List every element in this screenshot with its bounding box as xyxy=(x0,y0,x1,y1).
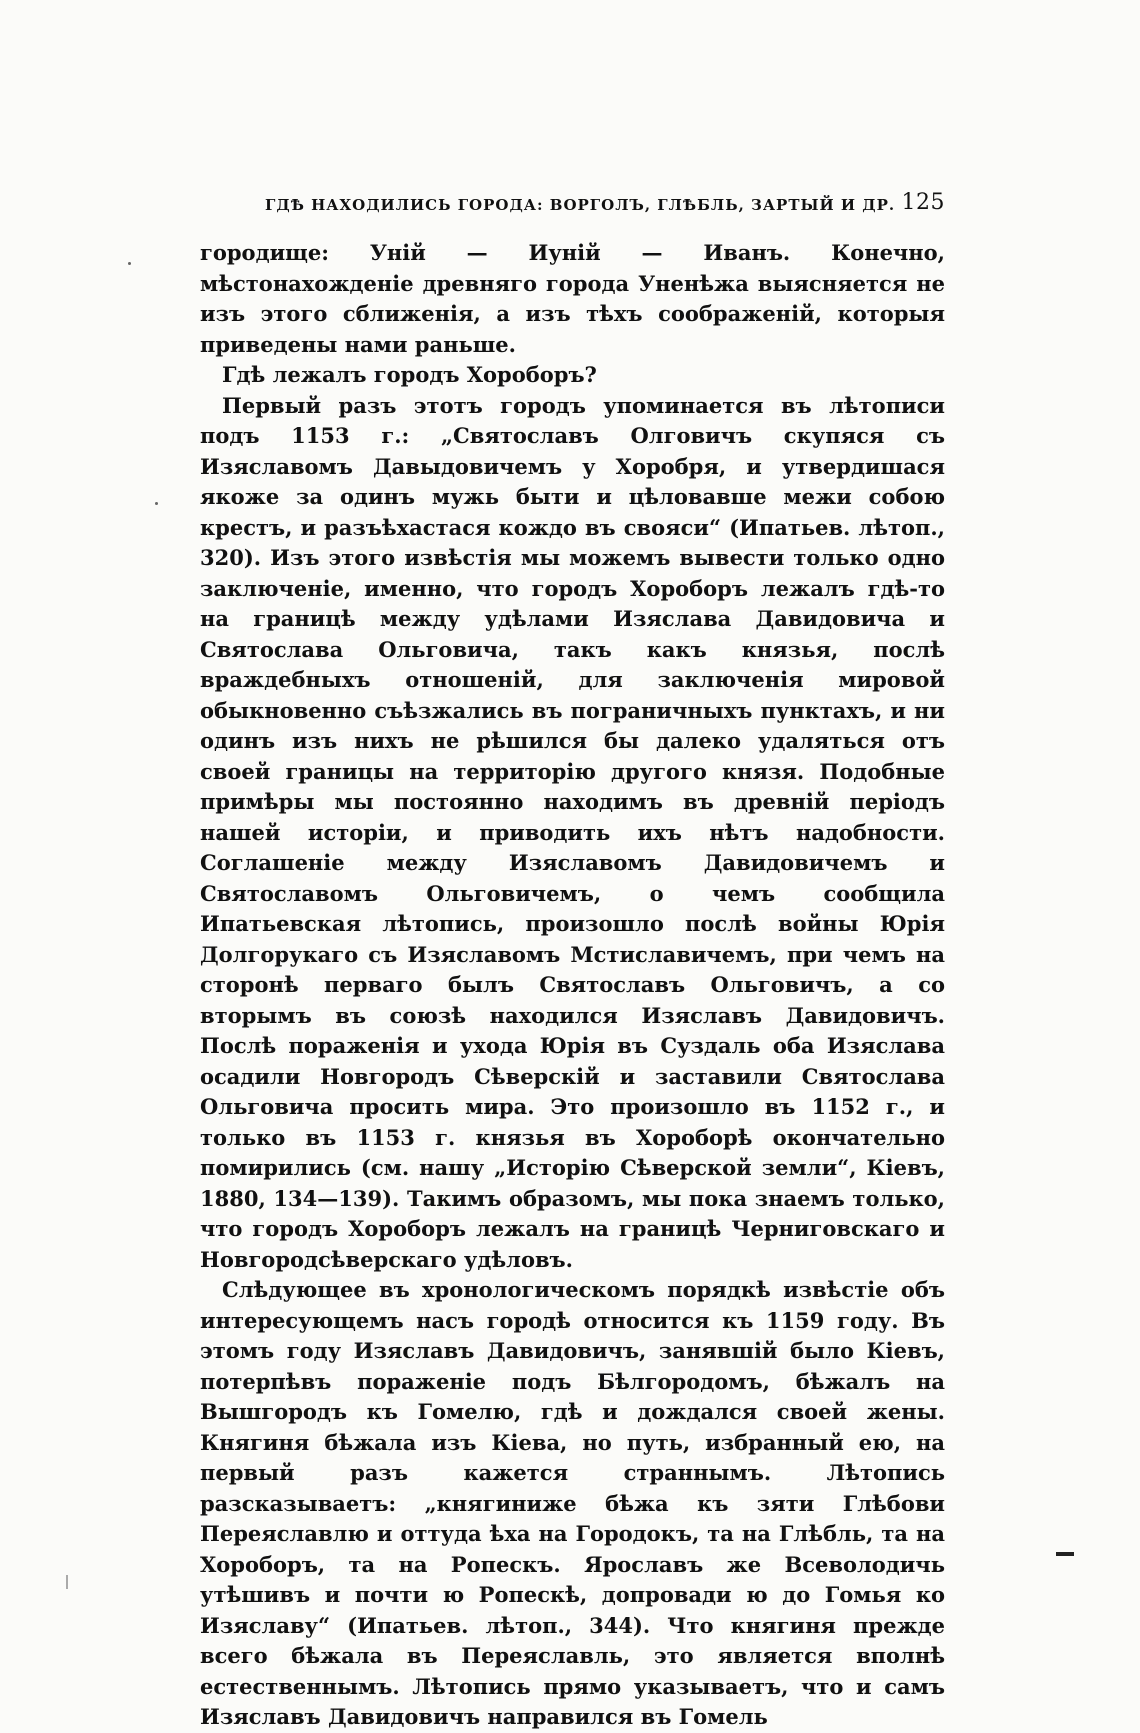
running-head-title: ГДѢ НАХОДИЛИСЬ ГОРОДА: ВОРГОЛЪ, ГЛѢБЛЬ, ЗАРТЫЙ И ДР. xyxy=(265,196,896,214)
section-heading-question: Гдѣ лежалъ городъ Хороборъ? xyxy=(222,362,597,387)
body-text xyxy=(200,238,945,1733)
scan-speck xyxy=(155,502,158,505)
book-page xyxy=(200,190,945,1733)
paragraph-2: Первый разъ этотъ городъ упоминается въ лѣтописи подъ 1153 г.: „Святославъ Олговичъ скупяся съ Изяславомъ Давыдовичемъ у Хоробря, и утвердишася якоже за одинъ мужь быти и цѣловавше межи собою крестъ, и разъѣхастася кождо въ свояси“ (Ипатьев. лѣтоп., 320). Изъ этого извѣстія мы можемъ вывести только одно заключеніе, именно, что городъ Хороборъ лежалъ гдѣ-то на границѣ между удѣлами Изяслава Давидовича и Святослава Ольговича, такъ какъ князья, послѣ враждебныхъ отношеній, для заключенія мировой обыкновенно съѣзжались въ пограничныхъ пунктахъ, и ни одинъ изъ нихъ не рѣшился бы далеко удаляться отъ своей границы на территорію другого князя. Подобные примѣры мы постоянно находимъ въ древній періодъ нашей исторіи, и приводить ихъ нѣтъ надобности. Соглашеніе между Изяславомъ Давидовичемъ и Святославомъ Ольговичемъ, о чемъ сообщила Ипатьевская лѣтопись, произошло послѣ войны Юрія Долгорукаго съ Изяславомъ Мстиславичемъ, при чемъ на сторонѣ перваго былъ Святославъ Ольговичъ, а со вторымъ въ союзѣ находился Изяславъ Давидовичъ. Послѣ пораженія и ухода Юрія въ Суздаль оба Изяслава осадили Новгородъ Сѣверскій и заставили Святослава Ольговича просить мира. Это произошло въ 1152 г., и только въ 1153 г. князья въ Хороборѣ окончательно помирились (см. нашу „Исторію Сѣверской земли“, Кіевъ, 1880, 134—139). Такимъ образомъ, мы пока знаемъ только, что городъ Хороборъ лежалъ на границѣ Черниговскаго и Новгородсѣверскаго удѣловъ. xyxy=(200,392,945,1272)
margin-mark xyxy=(66,1575,68,1589)
scan-speck xyxy=(128,262,131,265)
paragraph-3: Слѣдующее въ хронологическомъ порядкѣ извѣстіе объ интересующемъ насъ городѣ относится къ 1159 году. Въ этомъ году Изяславъ Давидовичъ, занявшій было Кіевъ, потерпѣвъ пораженіе подъ Бѣлгородомъ, бѣжалъ на Вышгородъ къ Гомелю, гдѣ и дождался своей жены. Княгиня бѣжала изъ Кіева, но путь, избранный ею, на первый разъ кажется страннымъ. Лѣтопись разсказываетъ: „княгиниже бѣжа къ зяти Глѣбови Переяславлю и оттуда ѣха на Городокъ, та на Глѣбль, та на Хороборъ, та на Ропескъ. Ярославъ же Всеволодичь утѣшивъ и почти ю Ропескѣ, допровади ю до Гомья ко Изяславу“ (Ипатьев. лѣтоп., 344). Что княгиня прежде всего бѣжала въ Переяславль, это является вполнѣ естественнымъ. Лѣтопись прямо указываетъ, что и самъ Изяславъ Давидовичъ направился въ Гомель xyxy=(200,1277,945,1729)
paragraph-1: городище: Уній — Иуній — Иванъ. Конечно, мѣстонахожденіе древняго города Уненѣжа выясняется не изъ этого сближенія, а изъ тѣхъ соображеній, которыя приведены нами раньше. xyxy=(200,240,945,357)
running-head xyxy=(200,190,945,220)
margin-mark xyxy=(1056,1552,1074,1556)
page-number: 125 xyxy=(901,190,945,215)
